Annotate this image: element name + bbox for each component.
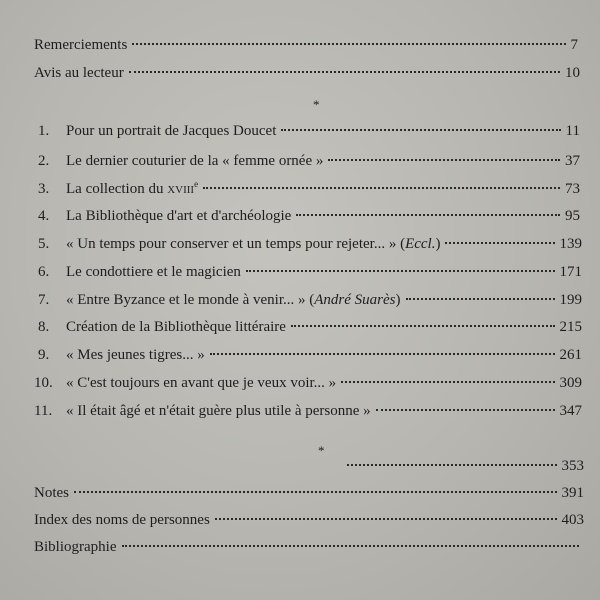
- toc-entry-title: Bibliographie: [34, 539, 117, 555]
- dot-leader: [291, 325, 555, 327]
- chapter-title-text: La collection du: [66, 181, 168, 197]
- chapter-number: 4.: [38, 208, 50, 224]
- dot-leader: [341, 381, 554, 383]
- toc-chapter-2: [38, 152, 580, 170]
- toc-entry-page: 403: [561, 512, 584, 528]
- toc-back-notes: [34, 484, 584, 502]
- chapter-number: 6.: [38, 264, 50, 280]
- chapter-title-text: « Un temps pour conserver et un temps pour rejeter... » (: [66, 236, 406, 252]
- chapter-number: 10.: [34, 375, 53, 391]
- toc-chapter-8: [38, 318, 582, 336]
- chapter-number: 1.: [38, 123, 50, 139]
- toc-entry-avis: [34, 64, 580, 82]
- dot-leader: [129, 71, 560, 73]
- dot-leader: [122, 545, 580, 547]
- toc-chapter-11: [34, 402, 582, 420]
- toc-entry-page: 10: [565, 65, 580, 81]
- chapter-number: 8.: [38, 319, 50, 335]
- chapter-page: 261: [559, 347, 582, 363]
- chapter-number: 3.: [38, 181, 50, 197]
- toc-entry-page: 7: [570, 37, 578, 53]
- toc-chapter-1: [38, 122, 580, 140]
- chapter-title-superscript: e: [194, 179, 199, 189]
- chapter-title: Création de la Bibliothèque littéraire: [66, 319, 286, 335]
- dot-leader: [406, 298, 555, 300]
- dot-leader: [74, 491, 557, 493]
- dot-leader: [281, 129, 560, 131]
- toc-entry-title: Index des noms de personnes: [34, 512, 210, 528]
- chapter-title-text: « Entre Byzance et le monde à venir... » (: [66, 292, 315, 308]
- chapter-page: 199: [559, 292, 582, 308]
- dot-leader: [328, 159, 560, 161]
- dot-leader: [246, 270, 555, 272]
- chapter-page: 11: [565, 123, 580, 139]
- chapter-page: 347: [559, 403, 582, 419]
- toc-entry-title: Avis au lecteur: [34, 65, 124, 81]
- chapter-title: Le condottiere et le magicien: [66, 264, 241, 280]
- toc-back-notes-page: [342, 457, 584, 475]
- chapter-number: 9.: [38, 347, 50, 363]
- toc-back-bibliographie: [34, 538, 584, 556]
- toc-chapter-6: [38, 263, 582, 281]
- toc-entry-title: Notes: [34, 485, 69, 501]
- dot-leader: [132, 43, 565, 45]
- chapter-number: 11.: [34, 403, 53, 419]
- toc-entry-title: Remerciements: [34, 37, 128, 53]
- toc-entry-remerciements: [34, 36, 578, 54]
- chapter-title-century: xviii: [167, 181, 195, 197]
- chapter-title-italic: Eccl.: [405, 236, 436, 252]
- chapter-title: « Mes jeunes tigres... »: [66, 347, 205, 363]
- toc-chapter-3: [38, 180, 580, 198]
- chapter-title-italic: André Suarès: [314, 292, 396, 308]
- toc-chapter-7: [38, 291, 582, 309]
- separator-star: *: [313, 97, 320, 112]
- dot-leader: [347, 464, 557, 466]
- chapter-page: 73: [565, 181, 580, 197]
- toc-chapter-5: [38, 235, 582, 253]
- chapter-title: Le dernier couturier de la « femme ornée »: [66, 153, 324, 169]
- chapter-page: 139: [559, 236, 582, 252]
- dot-leader: [296, 214, 560, 216]
- chapter-title: Pour un portrait de Jacques Doucet: [66, 123, 277, 139]
- chapter-number: 7.: [38, 292, 50, 308]
- toc-chapter-4: [38, 207, 580, 225]
- dot-leader: [215, 518, 557, 520]
- chapter-title-end: ): [435, 236, 441, 252]
- chapter-number: 2.: [38, 153, 50, 169]
- separator-star: *: [318, 443, 325, 458]
- chapter-title: « C'est toujours en avant que je veux voir... »: [66, 375, 337, 391]
- chapter-title-end: ): [395, 292, 401, 308]
- chapter-title: La Bibliothèque d'art et d'archéologie: [66, 208, 292, 224]
- chapter-title: « Il était âgé et n'était guère plus utile à personne »: [66, 403, 371, 419]
- chapter-page: 215: [559, 319, 582, 335]
- chapter-number: 5.: [38, 236, 50, 252]
- toc-entry-page: 353: [561, 458, 584, 474]
- toc-back-index: [34, 511, 584, 529]
- chapter-title: [66, 291, 401, 309]
- chapter-title: [66, 235, 440, 253]
- toc-chapter-10: [34, 374, 582, 392]
- chapter-page: 309: [559, 375, 582, 391]
- dot-leader: [376, 409, 555, 411]
- chapter-page: 37: [565, 153, 580, 169]
- chapter-page: 171: [559, 264, 582, 280]
- toc-entry-page: 391: [561, 485, 584, 501]
- dot-leader: [445, 242, 554, 244]
- chapter-title: [66, 180, 198, 198]
- toc-chapter-9: [38, 346, 582, 364]
- dot-leader: [203, 187, 560, 189]
- chapter-page: 95: [565, 208, 580, 224]
- dot-leader: [210, 353, 555, 355]
